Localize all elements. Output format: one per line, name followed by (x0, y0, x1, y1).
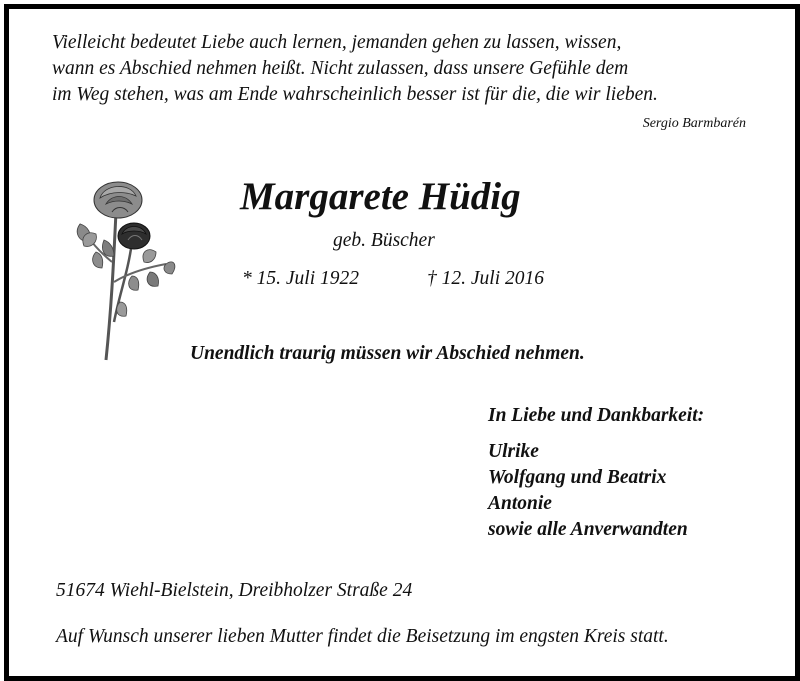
deceased-name: Margarete Hüdig (240, 175, 521, 218)
family-address: 51674 Wiehl-Bielstein, Dreibholzer Straße 24 (56, 580, 413, 601)
quote-line: im Weg stehen, was am Ende wahrscheinlich besser ist für die, die wir lieben. (52, 84, 658, 105)
birth-date: * 15. Juli 1922 (242, 268, 359, 289)
quote-line: wann es Abschied nehmen heißt. Nicht zulassen, dass unsere Gefühle dem (52, 58, 629, 79)
burial-note: Auf Wunsch unserer lieben Mutter findet die Beisetzung im engsten Kreis statt. (56, 626, 669, 647)
mourner-name: Wolfgang und Beatrix (488, 467, 667, 488)
mourner-name: Ulrike (488, 441, 539, 462)
mourner-name: Antonie (488, 493, 552, 514)
quote-line: Vielleicht bedeutet Liebe auch lernen, jemanden gehen zu lassen, wissen, (52, 32, 622, 53)
quote-block (52, 30, 658, 108)
farewell-message: Unendlich traurig müssen wir Abschied nehmen. (190, 343, 585, 364)
mourners-list (488, 439, 688, 543)
rose-icon (70, 172, 182, 364)
mourners-heading: In Liebe und Dankbarkeit: (488, 405, 705, 426)
quote-author: Sergio Barmbarén (642, 116, 746, 131)
death-date: † 12. Juli 2016 (427, 268, 544, 289)
mourner-name: sowie alle Anverwandten (488, 519, 688, 540)
birth-name: geb. Büscher (333, 230, 435, 251)
